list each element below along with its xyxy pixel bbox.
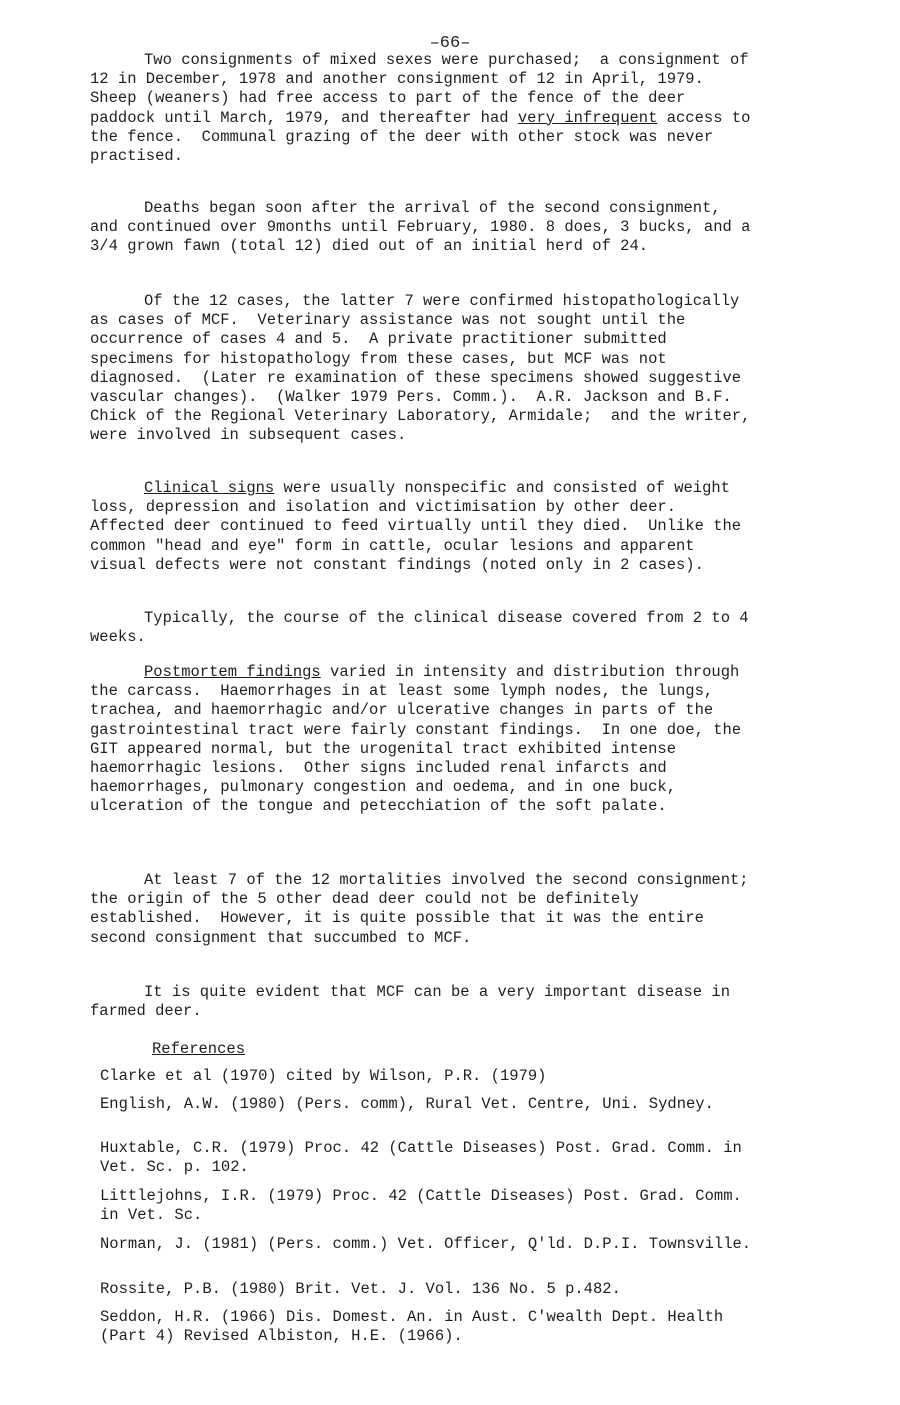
heading-postmortem-findings: Postmortem findings: [144, 663, 321, 681]
paragraph-conclusion: It is quite evident that MCF can be a very important disease in farmed deer.: [90, 983, 740, 1021]
page-number: –66–: [429, 34, 471, 53]
paragraph-course: Typically, the course of the clinical disease covered from 2 to 4 weeks.: [90, 609, 758, 647]
underlined-phrase: very infrequent: [517, 108, 658, 127]
reference-item: Littlejohns, I.R. (1979) Proc. 42 (Cattle Diseases) Post. Grad. Comm. in Vet. Sc.: [100, 1187, 752, 1225]
paragraph-consignments: [90, 51, 760, 166]
reference-item: Seddon, H.R. (1966) Dis. Domest. An. in Aust. C'wealth Dept. Health (Part 4) Revised Albiston, H.E. (1966).: [100, 1308, 733, 1346]
paragraph-mortalities: At least 7 of the 12 mortalities involved the second consignment; the origin of the 5 other dead deer could not be definitely established. However, it is quite possible that it was the entire second consignment that succumbed to MCF.: [90, 871, 768, 947]
heading-clinical-signs: Clinical signs: [144, 479, 275, 497]
references-heading: References: [152, 1040, 246, 1058]
paragraph-text: access to the fence. Communal grazing of the deer with other stock was never practised.: [90, 108, 760, 166]
reference-item: Clarke et al (1970) cited by Wilson, P.R. (1979): [100, 1067, 547, 1085]
reference-item: English, A.W. (1980) (Pers. comm), Rural Vet. Centre, Uni. Sydney.: [100, 1095, 714, 1113]
paragraph-deaths: Deaths began soon after the arrival of the second consignment, and continued over 9months until February, 1980. 8 does, 3 bucks, and a 3/4 grown fawn (total 12) died out of an initial herd of 24.: [90, 199, 760, 256]
paragraph-postmortem: [90, 663, 755, 817]
reference-item: Norman, J. (1981) (Pers. comm.) Vet. Officer, Q'ld. D.P.I. Townsville.: [100, 1235, 752, 1253]
paragraph-text: varied in intensity and distribution through the carcass. Haemorrhages in at least some lymph nodes, the lungs, trachea, and haemorrhagic and/or ulcerative changes in parts of the gastrointestinal tract were fairly constant findings. In one doe, the GIT appeared normal, but the urogenital tract exhibited intense haemorrhagic lesions. Other signs included renal infarcts and haemorrhages, pulmonary congestion and oedema, and in one buck, ulceration of the tongue and petecchiation of the soft palate.: [90, 663, 751, 816]
paragraph-text: were usually nonspecific and consisted of weight loss, depression and isolation and victimisation by other deer. Affected deer continued to feed virtually until they died. Unlike the common "head and eye" form in cattle, ocular lesions and apparent visual defects were not constant findings (noted only in 2 cases).: [90, 479, 751, 574]
paragraph-cases: Of the 12 cases, the latter 7 were confirmed histopathologically as cases of MCF. Veterinary assistance was not sought until the occurrence of cases 4 and 5. A private practitioner submitted specimens for histopathology from these cases, but MCF was not diagnosed. (Later re examination of these specimens showed suggestive vascular changes). (Walker 1979 Pers. Comm.). A.R. Jackson and B.F. Chick of the Regional Veterinary Laboratory, Armidale; and the writer, were involved in subsequent cases.: [90, 292, 760, 445]
reference-item: Rossite, P.B. (1980) Brit. Vet. J. Vol. 136 No. 5 p.482.: [100, 1280, 621, 1298]
paragraph-text: Two consignments of mixed sexes were purchased; a consignment of 12 in December, 1978 and another consignment of 12 in April, 1979. Sheep (weaners) had free access to part of the fence of the deer paddock until March, 1979, and thereafter had: [90, 51, 758, 127]
paragraph-clinical-signs: [90, 479, 755, 575]
reference-item: Huxtable, C.R. (1979) Proc. 42 (Cattle Diseases) Post. Grad. Comm. in Vet. Sc. p. 102.: [100, 1139, 752, 1177]
